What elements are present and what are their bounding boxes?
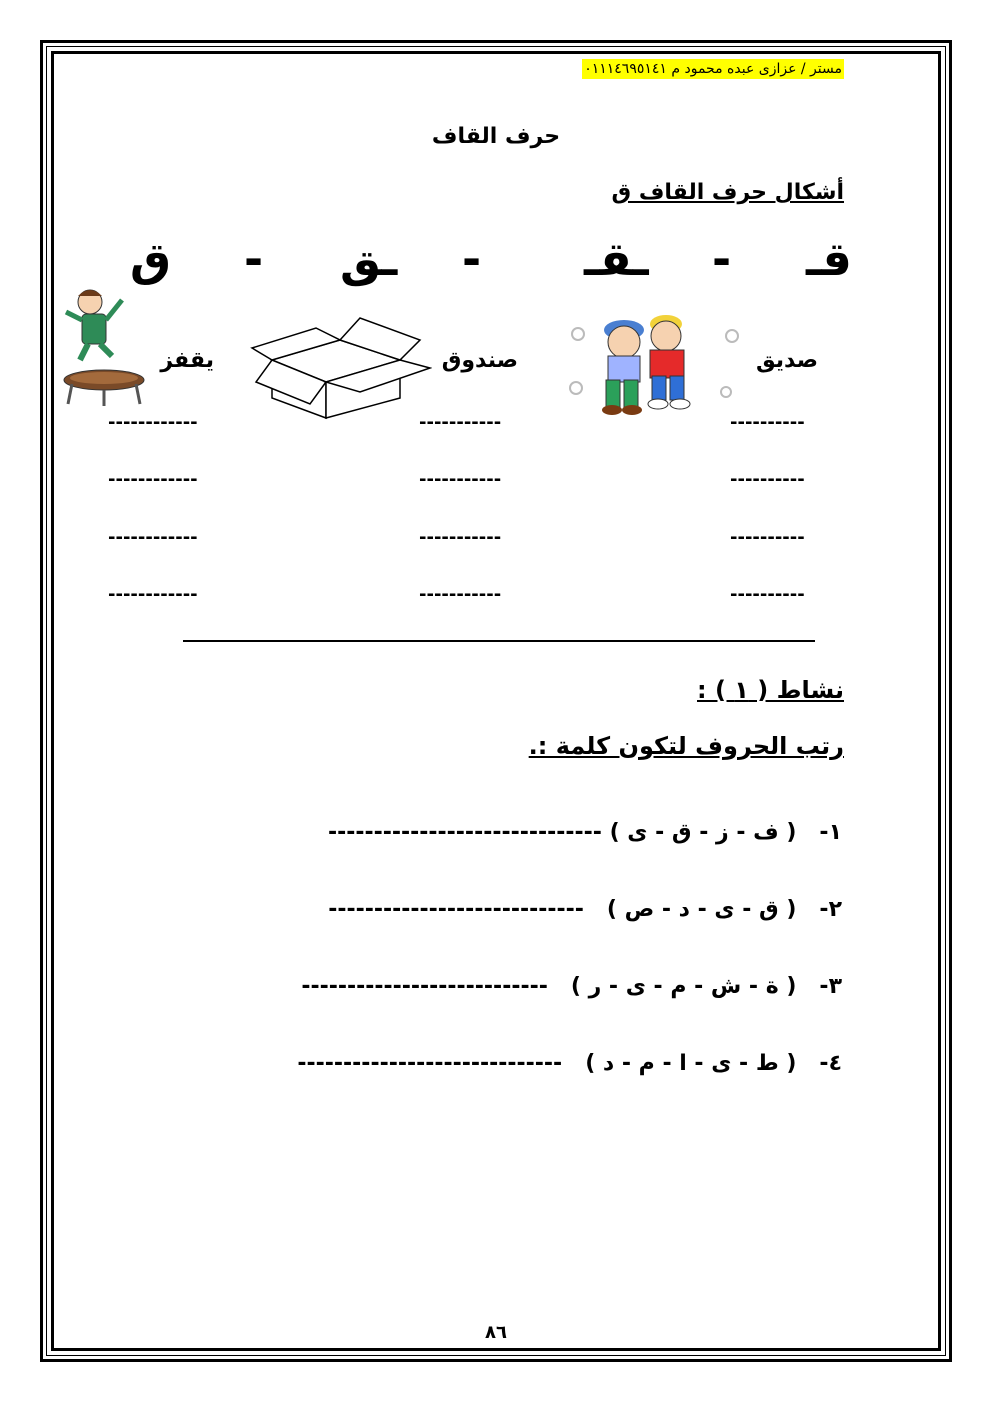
word-sadiq: صديق [755, 348, 818, 373]
two-friends-picture [566, 308, 742, 416]
activity-heading: نشاط ( ١ ) : [697, 676, 844, 704]
exercise-answer-line[interactable]: --------------------------- [301, 974, 548, 999]
letter-form-separator: - [712, 232, 732, 286]
page-number: ٨٦ [485, 1322, 507, 1343]
practice-line-left: ------------ [108, 527, 198, 548]
exercise-number: ٤- [819, 1051, 842, 1076]
exercise-answer-line[interactable]: ----------------------------- [297, 1051, 563, 1076]
page-title: حرف القاف [431, 124, 561, 149]
practice-line-left: ------------ [108, 584, 198, 605]
letter-form-isolated: ق [130, 232, 172, 286]
practice-line-middle: ----------- [419, 412, 502, 433]
practice-line-left: ------------ [108, 469, 198, 490]
box-picture [250, 316, 432, 422]
exercise-number: ٣- [819, 974, 842, 999]
word-sunduq: صندوق [441, 348, 518, 373]
letter-form-separator: - [462, 232, 482, 286]
exercise-letters: ( ق - ى - د - ص ) [606, 897, 797, 922]
exercise-letters: ( ة - ش - م - ى - ر ) [570, 974, 797, 999]
exercise-item-4 [297, 1051, 842, 1076]
practice-line-middle: ----------- [419, 527, 502, 548]
exercise-item-2 [328, 897, 842, 922]
letter-form-medial: ـقـ [584, 232, 649, 286]
exercise-letters: ( ف - ز - ق - ى ) [609, 820, 797, 845]
exercise-item-1 [328, 820, 842, 845]
practice-line-left: ------------ [108, 412, 198, 433]
exercise-number: ٢- [819, 897, 842, 922]
exercise-answer-line[interactable]: ------------------------------ [327, 820, 602, 845]
letter-form-initial: قـ [806, 232, 852, 286]
section-separator [183, 640, 815, 642]
practice-line-middle: ----------- [419, 584, 502, 605]
letter-forms-heading: أشكال حرف القاف ق [611, 180, 844, 205]
activity-instruction: رتب الحروف لتكون كلمة :. [528, 732, 844, 760]
exercise-item-3 [301, 974, 842, 999]
exercise-letters: ( ط - ى - ا - م - د ) [585, 1051, 797, 1076]
exercise-answer-line[interactable]: ---------------------------- [328, 897, 584, 922]
header-credit: مستر / عزازى عبده محمود م ٠١١١٤٦٩٥١٤١ [584, 61, 842, 77]
boy-jumping-trampoline-picture [60, 286, 150, 408]
letter-form-final: ـق [340, 232, 398, 286]
practice-line-right: ---------- [730, 584, 805, 605]
practice-line-middle: ----------- [419, 469, 502, 490]
practice-line-right: ---------- [730, 469, 805, 490]
practice-line-right: ---------- [730, 527, 805, 548]
word-yaqfiz: يقفز [160, 348, 214, 373]
practice-line-right: ---------- [730, 412, 805, 433]
exercise-number: ١- [819, 820, 842, 845]
letter-form-separator: - [244, 232, 264, 286]
